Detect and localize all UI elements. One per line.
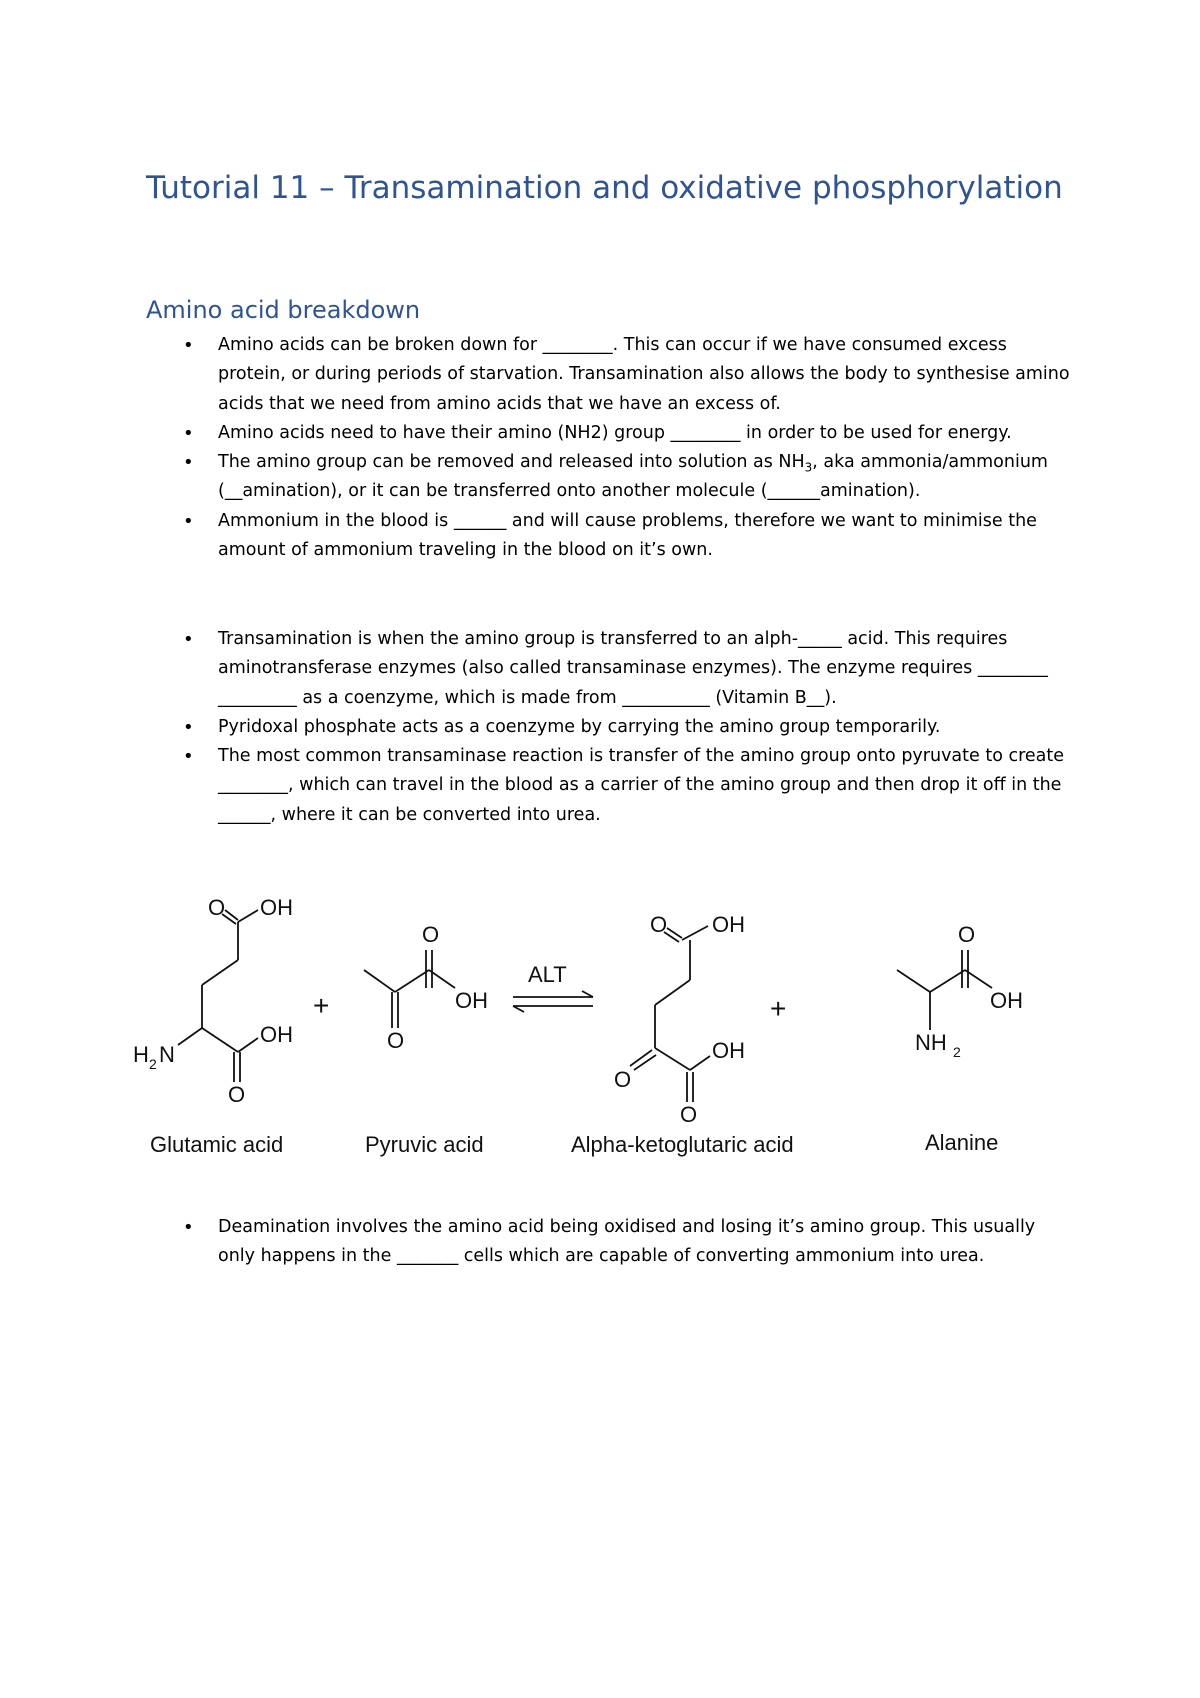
- equilibrium-arrow: [513, 962, 593, 1012]
- list-item-text: The amino group can be removed and released into solution as NH: [218, 452, 805, 473]
- atom-o: O: [650, 912, 668, 937]
- pyruvic-acid-structure: [364, 922, 488, 1157]
- transamination-reaction-diagram: [130, 870, 1070, 1160]
- page-title: Tutorial 11 – Transamination and oxidative phosphorylation: [146, 170, 1063, 206]
- atom-o: O: [680, 1102, 698, 1127]
- bullet-list-2: [0, 625, 1200, 830]
- enzyme-label: ALT: [528, 962, 567, 987]
- alpha-ketoglutaric-acid-structure: [571, 912, 794, 1157]
- list-item: • Deamination involves the amino acid being oxidised and losing it’s amino group. This usually only happens in the _______ cells which are capable of converting ammonium into urea.: [0, 1213, 1200, 1272]
- atom-o: O: [614, 1067, 632, 1092]
- list-item: • Transamination is when the amino group is transferred to an alph-_____ acid. This requires aminotransferase enzymes (also called transaminase enzymes). The enzyme requires ________ _________ as a coenzyme, which is made from __________ (Vitamin B__).: [0, 625, 1200, 713]
- atom-o: O: [422, 922, 440, 947]
- atom-o: O: [208, 895, 226, 920]
- atom-oh: OH: [260, 1022, 293, 1047]
- atom-subscript: 2: [953, 1044, 961, 1060]
- atom-oh: OH: [260, 895, 293, 920]
- plus-sign: +: [770, 993, 787, 1024]
- section-heading: Amino acid breakdown: [146, 296, 421, 324]
- list-item: [0, 448, 1200, 507]
- list-item: • The most common transaminase reaction is transfer of the amino group onto pyruvate to create ________, which can travel in the blood as a carrier of the amino group and then drop it off in the ______, where it can be converted into urea.: [0, 742, 1200, 830]
- bullet-list-1: [0, 331, 1200, 565]
- compound-name: Pyruvic acid: [365, 1132, 484, 1157]
- atom-oh: OH: [455, 988, 488, 1013]
- atom-subscript: 2: [149, 1056, 157, 1072]
- alanine-structure: [897, 922, 1023, 1155]
- atom-o: O: [228, 1082, 246, 1107]
- compound-name: Glutamic acid: [150, 1132, 284, 1157]
- atom-o: O: [387, 1028, 405, 1053]
- list-item: • Amino acids can be broken down for ________. This can occur if we have consumed excess protein, or during periods of starvation. Transamination also allows the body to synthesise amino acids that we need from amino acids that we have an excess of.: [0, 331, 1200, 419]
- list-item: • Ammonium in the blood is ______ and will cause problems, therefore we want to minimise the amount of ammonium traveling in the blood on it’s own.: [0, 507, 1200, 566]
- atom-o: O: [958, 922, 976, 947]
- atom-oh: OH: [990, 988, 1023, 1013]
- list-item: • Pyridoxal phosphate acts as a coenzyme by carrying the amino group temporarily.: [0, 713, 1200, 742]
- atom-oh: OH: [712, 1038, 745, 1063]
- atom-nh: NH: [915, 1030, 947, 1055]
- list-item: • Amino acids need to have their amino (NH2) group ________ in order to be used for energy.: [0, 419, 1200, 448]
- atom-n: N: [159, 1042, 175, 1067]
- atom-oh: OH: [712, 912, 745, 937]
- compound-name: Alanine: [925, 1130, 999, 1155]
- list-item-text: , aka ammonia/ammonium (__amination), or it can be transferred onto another molecule (______amination).: [218, 452, 1048, 502]
- subscript: 3: [804, 460, 813, 475]
- bullet-list-3: [0, 1213, 1200, 1272]
- plus-sign: +: [313, 990, 330, 1021]
- glutamic-acid-structure: [133, 895, 293, 1157]
- atom-h: H: [133, 1042, 149, 1067]
- compound-name: Alpha-ketoglutaric acid: [571, 1132, 794, 1157]
